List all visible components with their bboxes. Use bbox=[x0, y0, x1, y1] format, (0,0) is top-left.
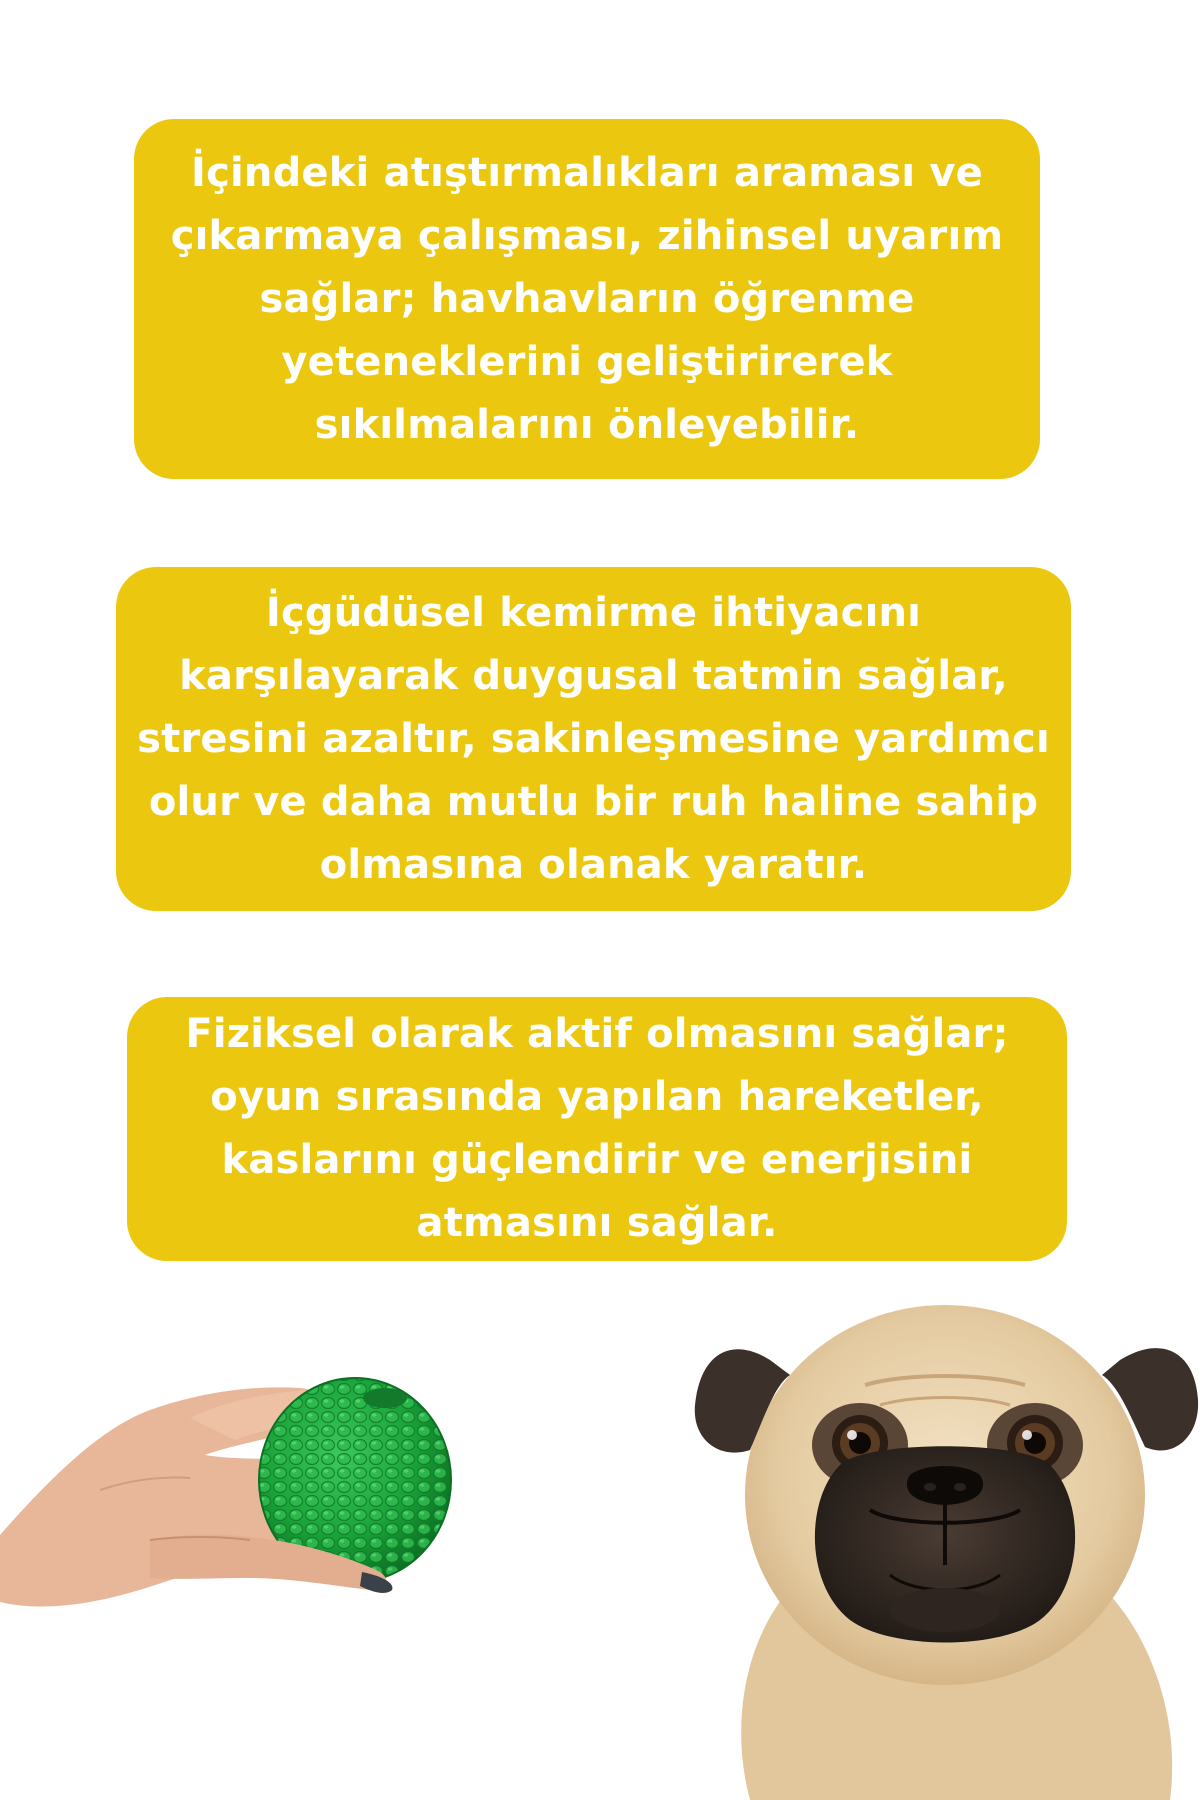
hand-holding-ball-image bbox=[0, 1340, 500, 1640]
benefit-text-physical: Fiziksel olarak aktif olmasını sağlar; oyun sırasında yapılan hareketler, kaslarını güçlendirir ve enerjisini atmasını sağlar. bbox=[185, 1011, 1009, 1246]
benefit-card-mental bbox=[134, 119, 1040, 479]
benefit-text-mental: İçindeki atıştırmalıkları araması ve çıkarmaya çalışması, zihinsel uyarım sağlar; havhavların öğrenme yeteneklerini geliştirirerek sıkılmalarını önleyebilir. bbox=[170, 149, 1004, 448]
benefit-text-emotional: İçgüdüsel kemirme ihtiyacını karşılayarak duygusal tatmin sağlar, stresini azaltır, sakinleşmesine yardımcı olur ve daha mutlu bir ruh haline sahip olmasına olanak yaratır. bbox=[137, 589, 1050, 888]
pug-dog-image bbox=[690, 1265, 1200, 1800]
benefit-card-physical bbox=[127, 997, 1067, 1261]
benefit-card-emotional bbox=[116, 567, 1071, 911]
